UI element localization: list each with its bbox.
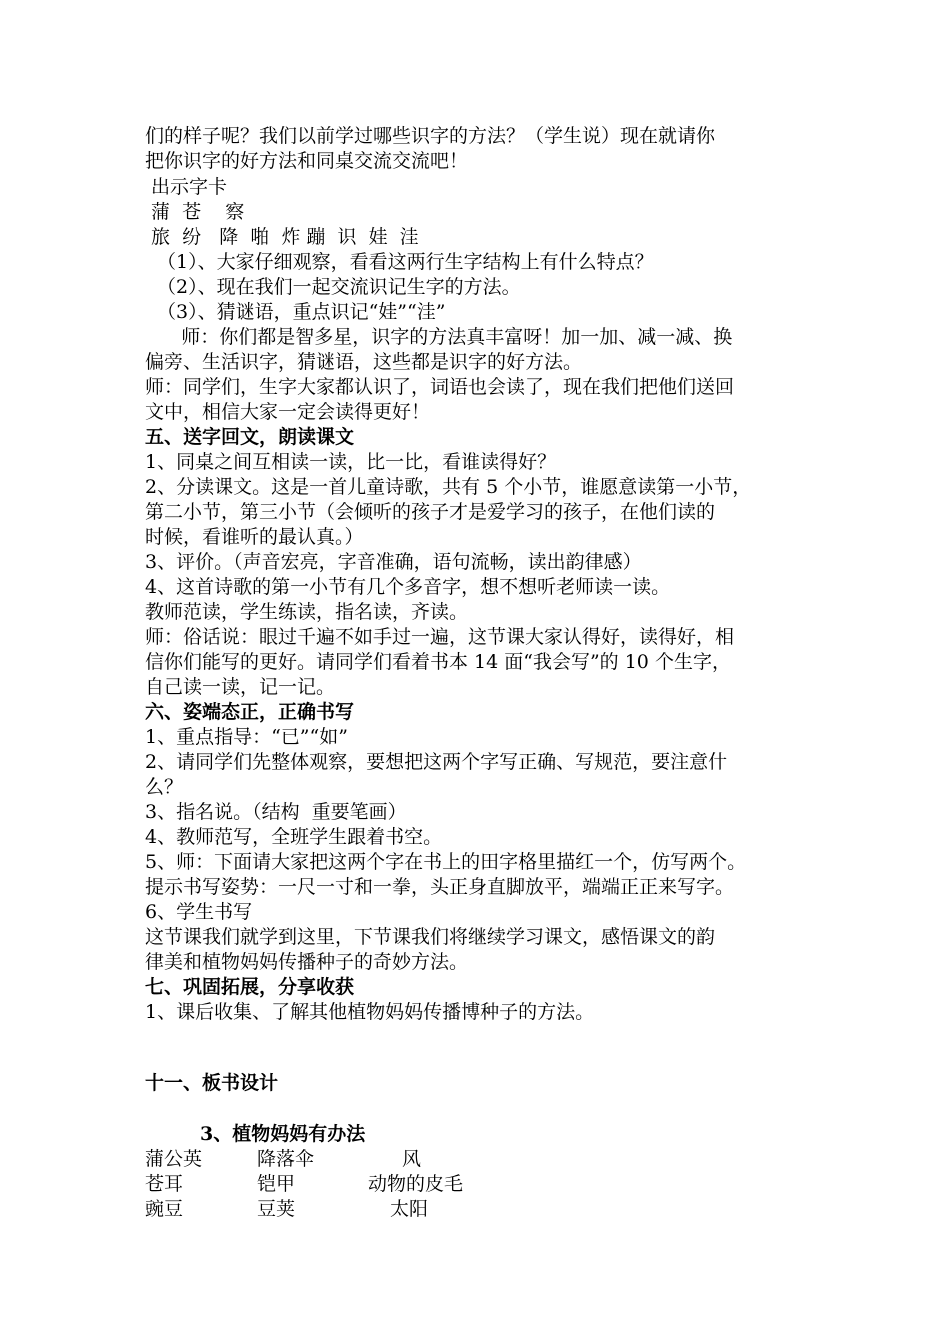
paragraph-line: 1、重点指导：“已”“如” <box>145 726 348 748</box>
paragraph-line: 么？ <box>145 776 184 798</box>
paragraph-line: 6、学生书写 <box>145 901 253 923</box>
section-heading: 五、送字回文，朗读课文 <box>145 426 355 448</box>
board-plant: 蒲公英 <box>145 1148 203 1170</box>
paragraph-line: 律美和植物妈妈传播种子的奇妙方法。 <box>145 951 469 973</box>
paragraph-line: 3、指名说。（结构 重要笔画） <box>145 801 407 823</box>
paragraph-line: 时候，看谁听的最认真。） <box>145 526 364 548</box>
board-tool: 降落伞 <box>257 1148 315 1170</box>
list-item: （2）、现在我们一起交流识记生字的方法。 <box>157 276 521 298</box>
character-card-row: 旅 纷 降 啪 炸 蹦 识 娃 洼 <box>145 226 419 248</box>
paragraph-line: 1、同桌之间互相读一读，比一比，看谁读得好？ <box>145 451 557 473</box>
paragraph-line: 4、教师范写，全班学生跟着书空。 <box>145 826 443 848</box>
paragraph-line: 师：同学们，生字大家都认识了，词语也会读了，现在我们把他们送回 <box>145 376 735 398</box>
paragraph-line: 教师范读，学生练读，指名读，齐读。 <box>145 601 469 623</box>
paragraph-line: 文中，相信大家一定会读得更好！ <box>145 401 431 423</box>
paragraph-line: 3、评价。（声音宏亮，字音准确，语句流畅，读出韵律感） <box>145 551 642 573</box>
paragraph-line: 第二小节，第三小节（会倾听的孩子才是爱学习的孩子，在他们读的 <box>145 501 716 523</box>
board-plant: 苍耳 <box>145 1173 184 1195</box>
board-tool: 铠甲 <box>257 1173 296 1195</box>
board-agent: 动物的皮毛 <box>368 1173 464 1195</box>
list-item: （1）、大家仔细观察，看看这两行生字结构上有什么特点？ <box>157 251 654 273</box>
board-title: 3、植物妈妈有办法 <box>200 1123 366 1145</box>
paragraph-line: 2、分读课文。这是一首儿童诗歌，共有 5 个小节，谁愿意读第一小节， <box>145 476 752 498</box>
paragraph-line: 偏旁、生活识字，猜谜语，这些都是识字的好方法。 <box>145 351 583 373</box>
section-heading: 六、姿端态正，正确书写 <box>145 701 355 723</box>
paragraph-line: 们的样子呢？我们以前学过哪些识字的方法？（学生说）现在就请你 <box>145 125 716 147</box>
paragraph-line: 这节课我们就学到这里，下节课我们将继续学习课文，感悟课文的韵 <box>145 926 716 948</box>
list-item: （3）、猜谜语，重点识记“娃”“洼” <box>157 301 446 323</box>
character-card-row: 蒲 苍 察 <box>145 201 245 223</box>
board-design-heading: 十一、板书设计 <box>145 1072 279 1094</box>
board-plant: 豌豆 <box>145 1198 184 1220</box>
paragraph-line: 5、师：下面请大家把这两个字在书上的田字格里描红一个，仿写两个。 <box>145 851 747 873</box>
paragraph-line: 师：你们都是智多星，识字的方法真丰富呀！加一加、减一减、换 <box>145 326 733 348</box>
board-agent: 风 <box>402 1148 422 1170</box>
paragraph-line: 4、这首诗歌的第一小节有几个多音字，想不想听老师读一读。 <box>145 576 671 598</box>
paragraph-line: 提示书写姿势：一尺一寸和一拳，头正身直脚放平，端端正正来写字。 <box>145 876 735 898</box>
paragraph-line: 1、课后收集、了解其他植物妈妈传播博种子的方法。 <box>145 1001 595 1023</box>
section-heading: 七、巩固拓展，分享收获 <box>145 976 355 998</box>
paragraph-line: 自己读一读，记一记。 <box>145 676 336 698</box>
paragraph-line: 出示字卡 <box>145 176 228 198</box>
board-agent: 太阳 <box>390 1198 429 1220</box>
paragraph-line: 信你们能写的更好。请同学们看着书本 14 面“我会写”的 10 个生字， <box>145 651 731 673</box>
paragraph-line: 把你识字的好方法和同桌交流交流吧！ <box>145 150 469 172</box>
board-tool: 豆荚 <box>257 1198 296 1220</box>
paragraph-line: 2、请同学们先整体观察，要想把这两个字写正确、写规范，要注意什 <box>145 751 728 773</box>
paragraph-line: 师：俗话说：眼过千遍不如手过一遍，这节课大家认得好，读得好，相 <box>145 626 735 648</box>
